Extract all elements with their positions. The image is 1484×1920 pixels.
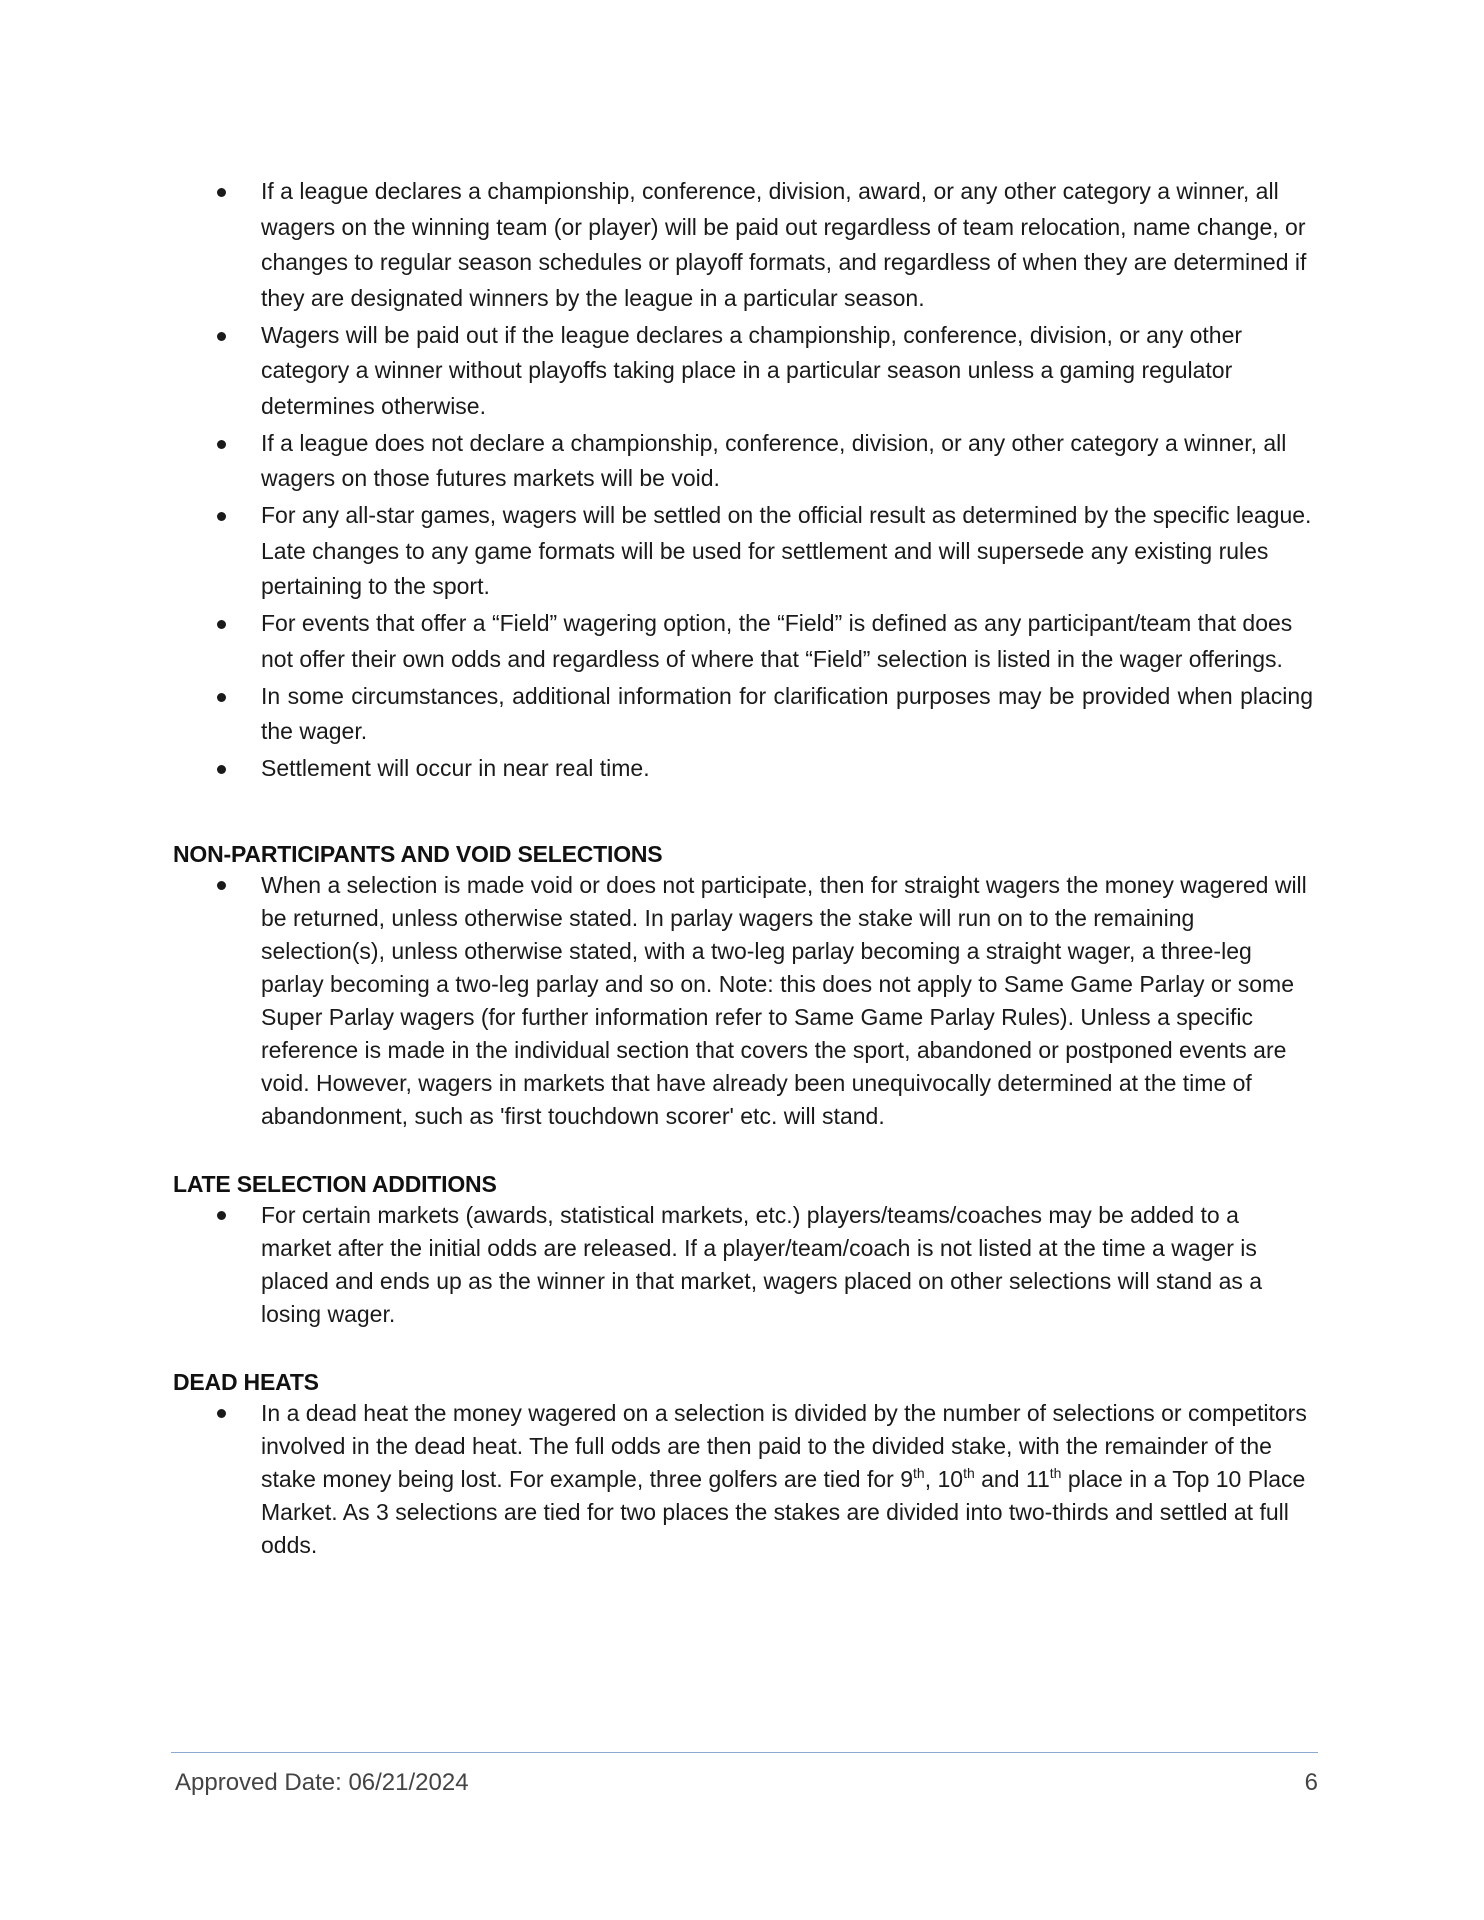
bullet-icon	[217, 620, 226, 629]
list-item-text: Settlement will occur in near real time.	[261, 755, 650, 781]
section-bullet-list	[173, 869, 1313, 1133]
list-item-text: When a selection is made void or does not participate, then for straight wagers the money wagered will be returned, unless otherwise stated. In parlay wagers the stake will run on to the remaining selection(s), unless otherwise stated, with a two-leg parlay becoming a straight wager, a three-leg parlay becoming a two-leg parlay and so on. Note: this does not apply to Same Game Parlay or some Super Parlay wagers (for further information refer to Same Game Parlay Rules). Unless a specific reference is made in the individual section that covers the sport, abandoned or postponed events are void. However, wagers in markets that have already been unequivocally determined at the time of abandonment, such as 'first touchdown scorer' etc. will stand.	[261, 871, 1307, 1129]
list-item	[173, 869, 1313, 1133]
list-item	[173, 174, 1313, 316]
footer-divider	[171, 1752, 1318, 1753]
bullet-icon	[217, 188, 226, 197]
text-part: , 10	[924, 1465, 964, 1492]
bullet-icon	[217, 332, 226, 341]
list-item	[173, 318, 1313, 425]
list-item	[173, 1397, 1313, 1562]
list-item-text: For certain markets (awards, statistical markets, etc.) players/teams/coaches may be added to a market after the initial odds are released. If a player/team/coach is not listed at the time a wager is placed and ends up as the winner in that market, wagers placed on other selections will stand as a losing wager.	[261, 1201, 1263, 1327]
list-item-text: If a league declares a championship, conference, division, award, or any other category a winner, all wagers on the winning team (or player) will be paid out regardless of team relocation, name change, or changes to regular season schedules or playoff formats, and regardless of when they are determined if they are designated winners by the league in a particular season.	[261, 178, 1307, 311]
list-item-text: Wagers will be paid out if the league declares a championship, conference, division, or any other category a winner without playoffs taking place in a particular season unless a gaming regulator determines otherwise.	[261, 321, 1243, 419]
bullet-icon	[217, 512, 226, 521]
section-heading: NON-PARTICIPANTS AND VOID SELECTIONS	[173, 840, 663, 867]
approved-date: Approved Date: 06/21/2024	[175, 1769, 469, 1796]
section-dead-heats	[173, 1367, 1313, 1562]
page-content	[173, 174, 1313, 1563]
page-number: 6	[1304, 1769, 1318, 1796]
section-bullet-list	[173, 1199, 1313, 1331]
list-item	[173, 426, 1313, 497]
list-item-text	[261, 1400, 1307, 1558]
list-item-text: In some circumstances, additional information for clarification purposes may be provided when placing the wager.	[261, 682, 1313, 744]
list-item	[173, 751, 1313, 787]
list-item	[173, 498, 1313, 605]
section-non-participants	[173, 839, 1313, 1133]
text-part: and 11	[974, 1465, 1050, 1492]
bullet-icon	[217, 765, 226, 774]
intro-bullet-list	[173, 174, 1313, 787]
ordinal-suffix: th	[963, 1464, 975, 1481]
list-item	[173, 606, 1313, 677]
ordinal-suffix: th	[1049, 1464, 1062, 1481]
list-item-text: For events that offer a “Field” wagering option, the “Field” is defined as any participant/team that does not offer their own odds and regardless of where that “Field” selection is listed in the wager offerings.	[261, 610, 1293, 672]
bullet-icon	[217, 440, 226, 449]
section-heading: DEAD HEATS	[173, 1368, 319, 1395]
section-heading: LATE SELECTION ADDITIONS	[173, 1170, 497, 1197]
text-part: In a dead heat the money wagered on a selection is divided by the number of selections or competitors involved in the dead heat. The full odds are then paid to the divided stake, with the remainder of the stake money being lost. For example, three golfers are tied for 9	[261, 1399, 1307, 1492]
list-item-text: If a league does not declare a championship, conference, division, or any other category a winner, all wagers on those futures markets will be void.	[261, 429, 1287, 491]
list-item	[173, 1199, 1313, 1331]
section-bullet-list	[173, 1397, 1313, 1562]
bullet-icon	[217, 1409, 226, 1418]
section-late-selection	[173, 1169, 1313, 1331]
list-item	[173, 679, 1313, 750]
text-part: place in a Top 10 Place Market. As 3 selections are tied for two places the stakes are divided into two-thirds and settled at full odds.	[261, 1465, 1306, 1558]
list-item-text: For any all-star games, wagers will be settled on the official result as determined by the specific league. Late changes to any game formats will be used for settlement and will supersede any existing rules pertaining to the sport.	[261, 502, 1312, 599]
bullet-icon	[217, 1211, 226, 1220]
ordinal-suffix: th	[913, 1464, 925, 1481]
bullet-icon	[217, 881, 226, 890]
bullet-icon	[217, 693, 226, 702]
